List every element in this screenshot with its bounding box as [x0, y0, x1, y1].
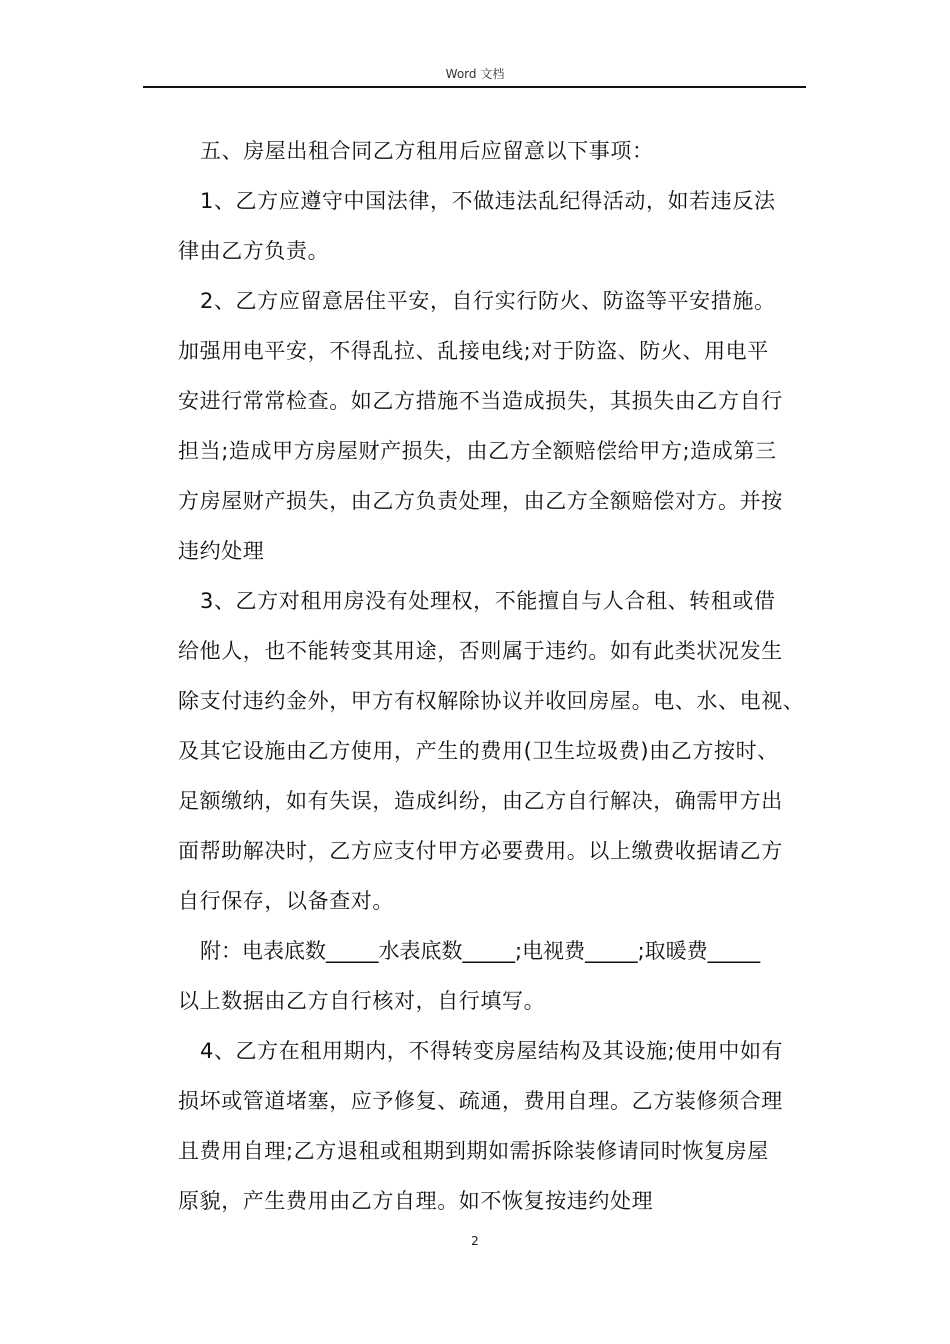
- header-divider: [143, 86, 806, 88]
- text-line: 以上数据由乙方自行核对，自行填写。: [178, 989, 546, 1013]
- text-line: 面帮助解决时，乙方应支付甲方必要费用。以上缴费收据请乙方: [178, 839, 783, 863]
- text-line: 自行保存，以备查对。: [178, 889, 394, 913]
- text-line-meter-readings: 附：电表底数_____水表底数_____;电视费_____;取暖费_____: [200, 939, 761, 963]
- text-line: 安进行常常检查。如乙方措施不当造成损失，其损失由乙方自行: [178, 389, 783, 413]
- text-line: 4、乙方在租用期内，不得转变房屋结构及其设施;使用中如有: [200, 1039, 784, 1063]
- text-line: 且费用自理;乙方退租或租期到期如需拆除装修请同时恢复房屋: [178, 1139, 769, 1163]
- text-line: 给他人，也不能转变其用途，否则属于违约。如有此类状况发生: [178, 639, 783, 663]
- text-line: 担当;造成甲方房屋财产损失，由乙方全额赔偿给甲方;造成第三: [178, 439, 777, 463]
- page-number: 2: [471, 1234, 479, 1248]
- text-line: 加强用电平安，不得乱拉、乱接电线;对于防盗、防火、用电平: [178, 339, 769, 363]
- text-line: 除支付违约金外，甲方有权解除协议并收回房屋。电、水、电视、: [178, 689, 805, 713]
- text-line: 及其它设施由乙方使用，产生的费用(卫生垃圾费)由乙方按时、: [178, 739, 779, 763]
- text-line: 原貌，产生费用由乙方自理。如不恢复按违约处理: [178, 1189, 654, 1213]
- text-line: 损坏或管道堵塞，应予修复、疏通，费用自理。乙方装修须合理: [178, 1089, 783, 1113]
- text-line: 律由乙方负责。: [178, 239, 330, 263]
- page-header-title: Word 文档: [445, 67, 505, 81]
- text-line: 3、乙方对租用房没有处理权，不能擅自与人合租、转租或借: [200, 589, 776, 613]
- text-line: 2、乙方应留意居住平安，自行实行防火、防盗等平安措施。: [200, 289, 776, 313]
- text-line-section-heading: 五、房屋出租合同乙方租用后应留意以下事项：: [200, 139, 654, 163]
- text-line: 方房屋财产损失，由乙方负责处理，由乙方全额赔偿对方。并按: [178, 489, 783, 513]
- text-line: 违约处理: [178, 539, 265, 563]
- text-line: 足额缴纳，如有失误，造成纠纷，由乙方自行解决，确需甲方出: [178, 789, 783, 813]
- text-line: 1、乙方应遵守中国法律，不做违法乱纪得活动，如若违反法: [200, 189, 776, 213]
